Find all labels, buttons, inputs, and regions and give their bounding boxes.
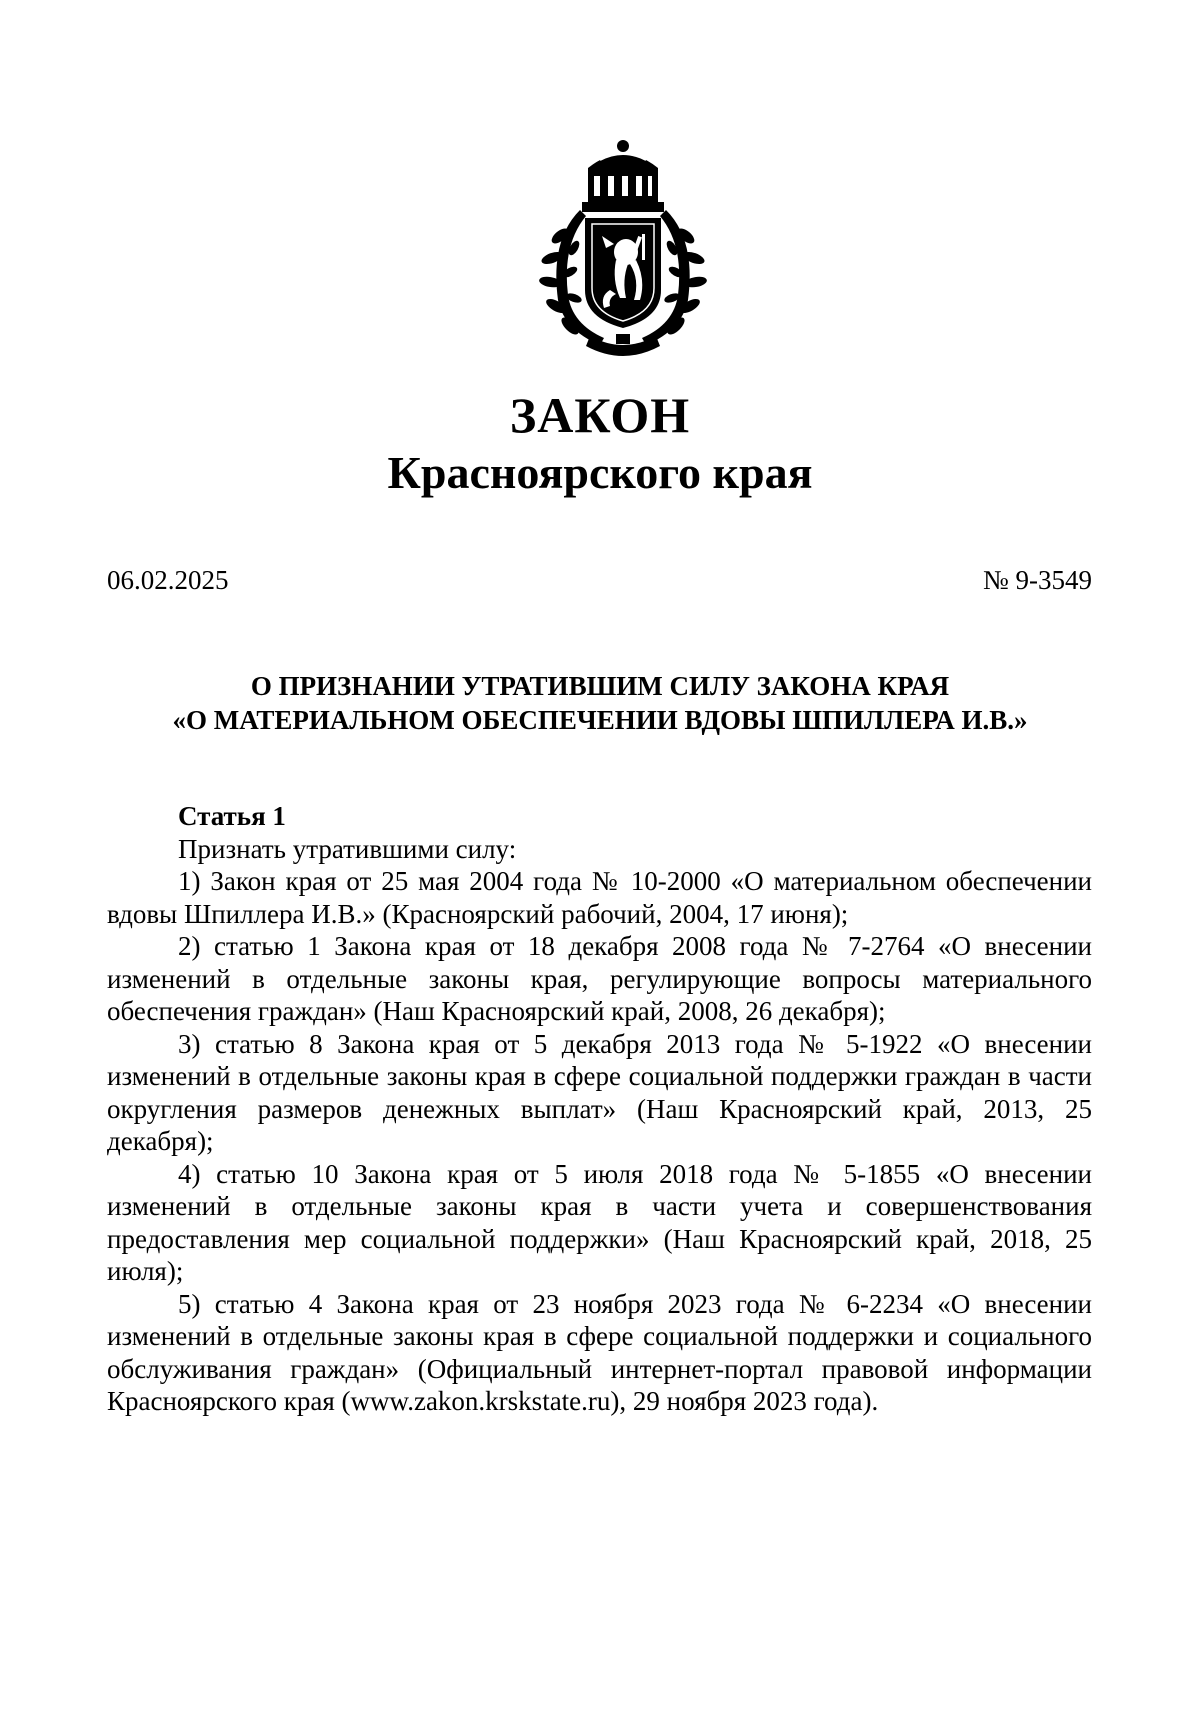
shield-icon (585, 218, 661, 328)
document-title: ЗАКОН (509, 387, 691, 443)
law-title-line-2: «О МАТЕРИАЛЬНОМ ОБЕСПЕЧЕНИИ ВДОВЫ ШПИЛЛЕРА И.В.» (172, 705, 1028, 735)
law-title-line-1: О ПРИЗНАНИИ УТРАТИВШИМ СИЛУ ЗАКОНА КРАЯ (250, 671, 950, 701)
document-subtitle: Красноярского края (387, 447, 813, 498)
coat-of-arms-emblem (530, 140, 716, 360)
article-item-5: 5) статью 4 Закона края от 23 ноября 2023 года № 6-2234 «О внесении изменений в отдельные законы края в сфере социальной поддержки и социального обслуживания граждан» (Официальный интернет-портал правовой информации Красноярского края (www.zakon.krskstate.ru), 29 ноября 2023 года). (107, 1288, 1092, 1416)
document-date: 06.02.2025 (107, 565, 229, 595)
document-number: № 9-3549 (982, 565, 1092, 595)
article-item-4: 4) статью 10 Закона края от 5 июля 2018 года № 5-1855 «О внесении изменений в отдельные законы края в части учета и совершенствования предоставления мер социальной поддержки» (Наш Красноярский край, 2018, 25 июля); (107, 1158, 1092, 1286)
crown-icon (582, 140, 664, 212)
article-item-3: 3) статью 8 Закона края от 5 декабря 2013 года № 5-1922 «О внесении изменений в отдельные законы края в сфере социальной поддержки граждан в части округления размеров денежных выплат» (Наш Красноярский край, 2013, 25 декабря); (107, 1028, 1092, 1156)
law-title (0, 669, 1200, 737)
article-heading: Статья 1 (178, 801, 286, 831)
article-intro: Признать утратившими силу: (178, 833, 517, 864)
article-body (107, 800, 1092, 1418)
article-item-2: 2) статью 1 Закона края от 18 декабря 2008 года № 7-2764 «О внесении изменений в отдельные законы края, регулирующие вопросы материального обеспечения граждан» (Наш Красноярский край, 2008, 26 декабря); (107, 931, 1092, 1026)
article-item-1: 1) Закон края от 25 мая 2004 года № 10-2000 «О материальном обеспечении вдовы Шпиллера И.В.» (Красноярский рабочий, 2004, 17 июня); (107, 866, 1092, 929)
